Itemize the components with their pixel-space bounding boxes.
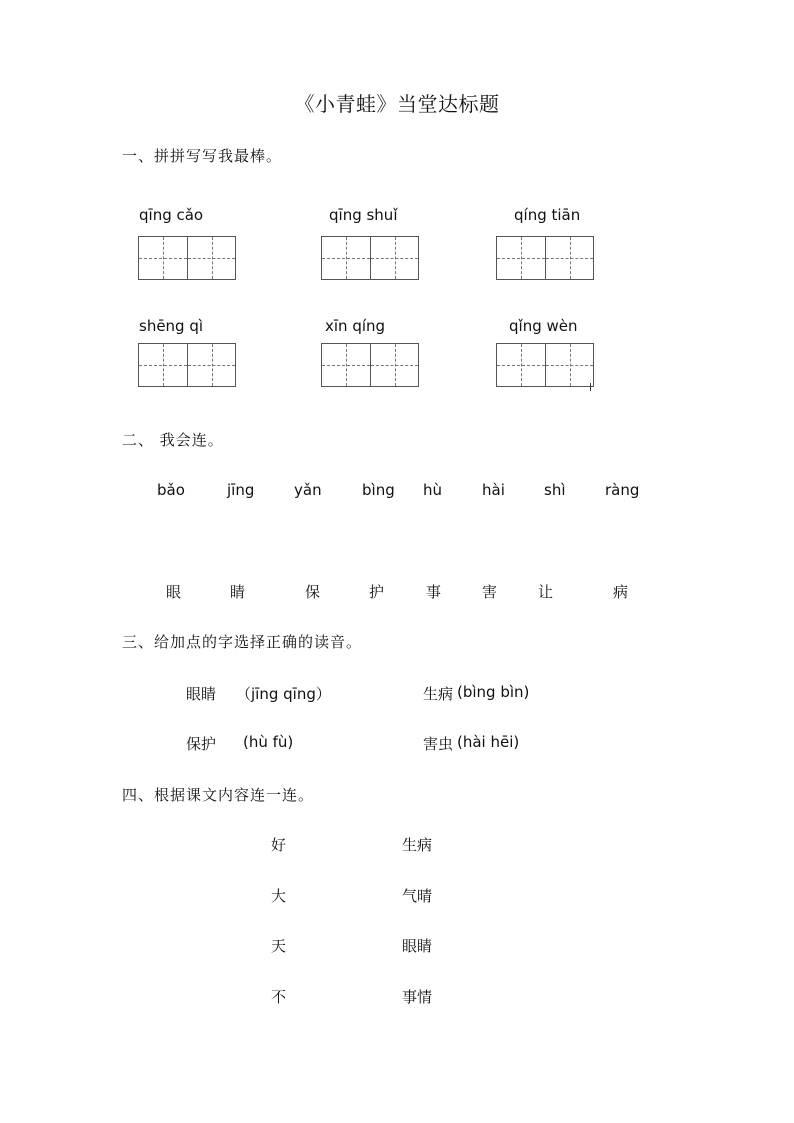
reading-word: 害虫 (423, 735, 454, 753)
reading-options[interactable]: （jīng qīng） (236, 685, 331, 703)
writing-cell[interactable] (370, 237, 418, 279)
section-3-heading: 三、给加点的字选择正确的读音。 (122, 633, 363, 651)
match-character[interactable]: 眼 (166, 583, 182, 601)
pinyin-label: shēng qì (139, 317, 204, 335)
match-pinyin[interactable]: shì (544, 481, 566, 499)
writing-grid[interactable] (138, 343, 236, 387)
writing-cell[interactable] (322, 344, 370, 386)
match-pinyin[interactable]: hài (482, 481, 505, 499)
connect-right-item[interactable]: 眼睛 (402, 937, 433, 955)
writing-grid[interactable] (496, 236, 594, 280)
writing-cell[interactable] (187, 344, 235, 386)
writing-grid[interactable] (321, 343, 419, 387)
match-pinyin[interactable]: bìng (362, 481, 395, 499)
match-character[interactable]: 事 (426, 583, 442, 601)
pinyin-label: qíng tiān (514, 206, 581, 224)
pinyin-label: qǐng wèn (509, 317, 578, 335)
writing-grid[interactable] (496, 343, 594, 387)
pinyin-label: qīng cǎo (139, 206, 204, 224)
match-character[interactable]: 让 (538, 583, 554, 601)
match-pinyin[interactable]: bǎo (157, 481, 185, 499)
writing-cell[interactable] (497, 237, 545, 279)
reading-word: 眼睛 (186, 685, 217, 703)
writing-grid[interactable] (138, 236, 236, 280)
connect-right-item[interactable]: 生病 (402, 836, 433, 854)
pinyin-label: xīn qíng (325, 317, 386, 335)
writing-cell[interactable] (322, 237, 370, 279)
match-character[interactable]: 睛 (230, 583, 246, 601)
reading-options[interactable]: (hài hēi) (457, 733, 520, 751)
writing-cell[interactable] (497, 344, 545, 386)
match-character[interactable]: 护 (369, 583, 385, 601)
connect-right-item[interactable]: 气晴 (402, 887, 433, 905)
match-pinyin[interactable]: yǎn (294, 481, 322, 499)
match-character[interactable]: 害 (482, 583, 498, 601)
writing-cell[interactable] (139, 344, 187, 386)
writing-cell[interactable] (187, 237, 235, 279)
reading-options[interactable]: (hù fù) (243, 733, 294, 751)
connect-left-item[interactable]: 大 (271, 887, 287, 905)
match-character[interactable]: 保 (305, 583, 321, 601)
match-pinyin[interactable]: ràng (605, 481, 640, 499)
pinyin-label: qīng shuǐ (329, 206, 398, 224)
section-4-heading: 四、根据课文内容连一连。 (122, 786, 315, 804)
connect-left-item[interactable]: 不 (271, 988, 287, 1006)
writing-cell[interactable] (545, 237, 593, 279)
writing-cell[interactable] (545, 344, 593, 386)
section-2-heading: 二、 我会连。 (122, 431, 224, 449)
match-pinyin[interactable]: jīng (227, 481, 255, 499)
reading-word: 生病 (423, 685, 454, 703)
connect-left-item[interactable]: 天 (271, 937, 287, 955)
stray-mark (590, 383, 591, 391)
reading-options[interactable]: (bìng bìn) (457, 683, 530, 701)
section-1-heading: 一、拼拼写写我最棒。 (122, 147, 283, 165)
reading-word: 保护 (186, 735, 217, 753)
match-pinyin[interactable]: hù (423, 481, 443, 499)
writing-cell[interactable] (139, 237, 187, 279)
writing-grid[interactable] (321, 236, 419, 280)
writing-cell[interactable] (370, 344, 418, 386)
connect-right-item[interactable]: 事情 (402, 988, 433, 1006)
connect-left-item[interactable]: 好 (271, 836, 287, 854)
match-character[interactable]: 病 (613, 583, 629, 601)
page-title: 《小青蛙》当堂达标题 (294, 92, 500, 116)
